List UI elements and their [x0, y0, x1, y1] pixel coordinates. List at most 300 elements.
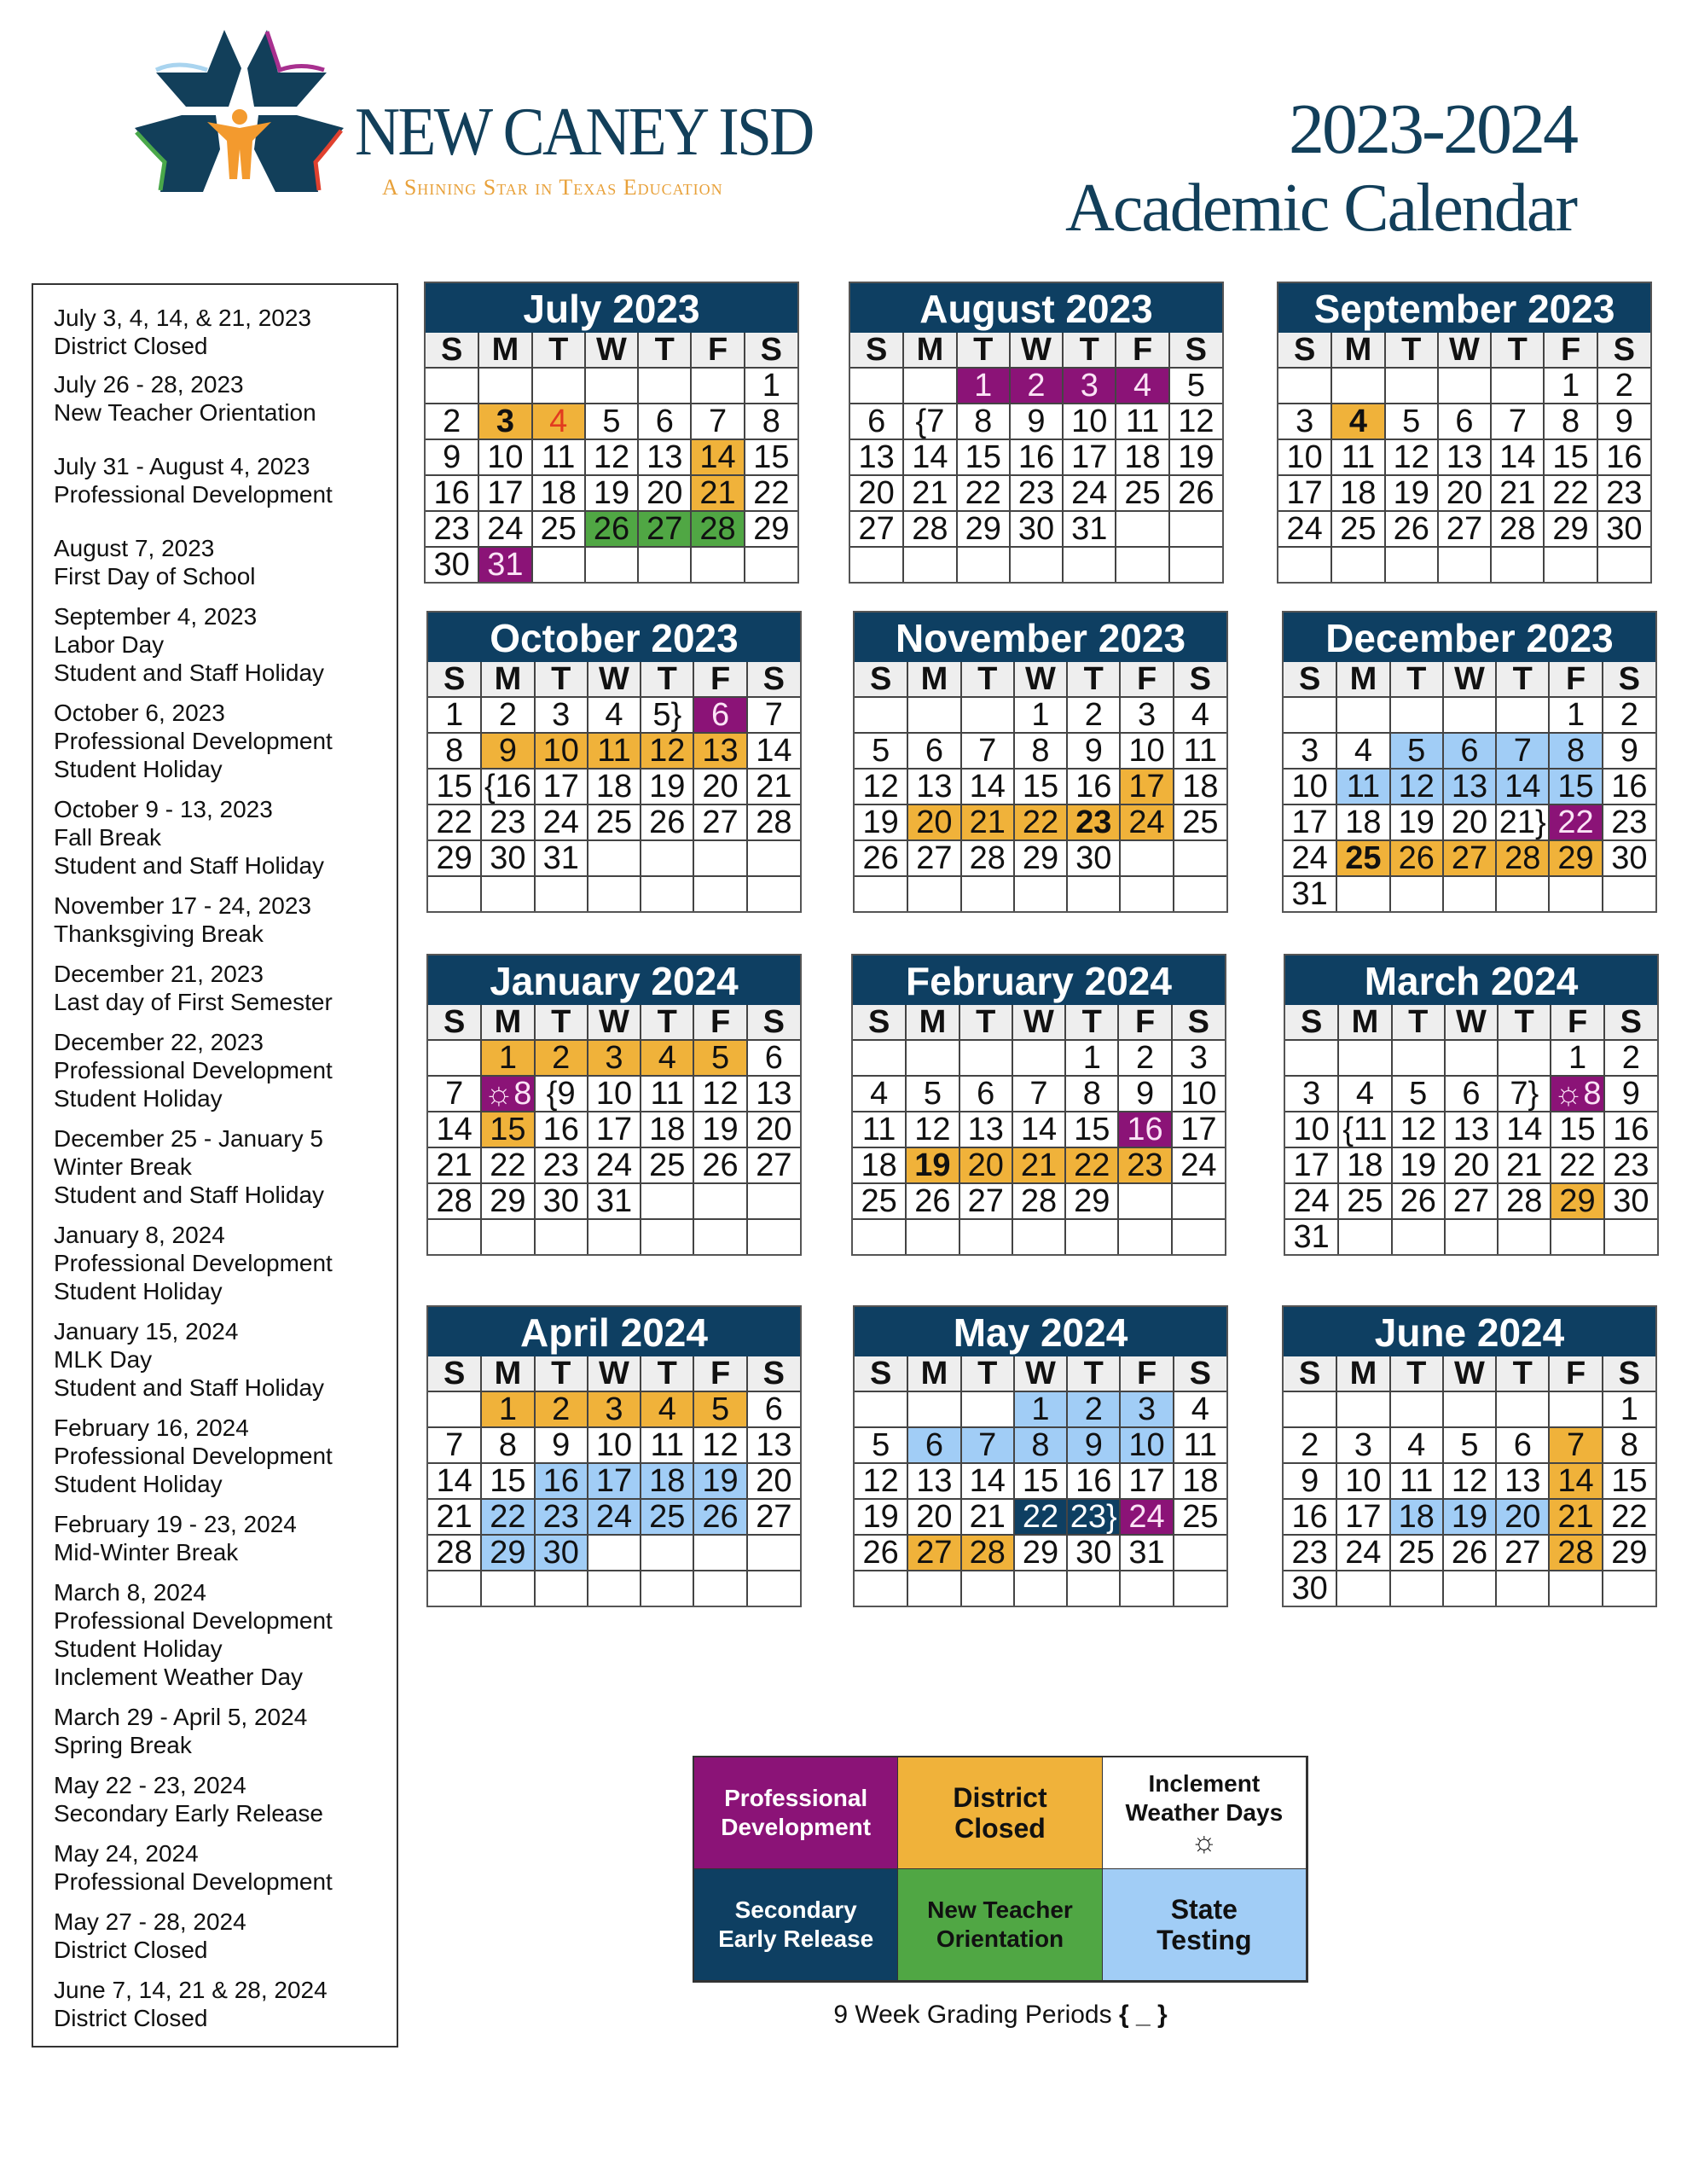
- day-cell: 23: [1284, 1535, 1336, 1571]
- empty-cell: [1445, 1219, 1498, 1254]
- day-cell: 25: [1390, 1535, 1443, 1571]
- empty-cell: [1443, 1571, 1496, 1606]
- event-description: Professional Development: [54, 1607, 333, 1634]
- day-cell: 4: [1338, 1076, 1391, 1112]
- day-cell: 14: [961, 1463, 1014, 1499]
- day-cell: 28: [1012, 1183, 1065, 1219]
- legend-label: Weather Days: [1125, 1799, 1284, 1826]
- empty-cell: [907, 697, 960, 733]
- event-description: Professional Development: [54, 1057, 333, 1083]
- month-calendar: [851, 954, 1226, 1256]
- empty-cell: [1338, 1219, 1391, 1254]
- day-cell: 21}: [1496, 804, 1549, 840]
- weekday-header: F: [1118, 1005, 1171, 1040]
- event-date: February 16, 2024: [54, 1414, 249, 1441]
- day-cell: 15: [1544, 439, 1597, 475]
- event-description: Student Holiday: [54, 1471, 223, 1497]
- empty-cell: [1498, 1040, 1551, 1076]
- legend-label: Orientation: [936, 1926, 1064, 1952]
- legend-label: Testing: [1157, 1925, 1252, 1955]
- weekday-header: T: [1390, 662, 1443, 697]
- empty-cell: [1443, 697, 1496, 733]
- day-cell: 18: [1336, 804, 1389, 840]
- title-main: Academic Calendar: [1064, 171, 1576, 246]
- day-cell: 20: [1496, 1499, 1549, 1535]
- day-cell: 28: [1549, 1535, 1602, 1571]
- day-cell: 18: [1338, 1147, 1391, 1183]
- day-cell: 20: [693, 769, 746, 804]
- event-description: District Closed: [54, 333, 208, 359]
- day-cell: 24: [1284, 840, 1336, 876]
- day-cell: 28: [747, 804, 800, 840]
- day-cell: 23: [1604, 1147, 1657, 1183]
- day-cell: 3: [588, 1391, 641, 1427]
- weekday-header: M: [481, 662, 534, 697]
- day-cell: 21: [1012, 1147, 1065, 1183]
- event-description: Student and Staff Holiday: [54, 1182, 325, 1208]
- day-cell: 27: [850, 511, 903, 547]
- day-cell: 12: [585, 439, 638, 475]
- day-cell: 1: [1014, 697, 1067, 733]
- month-title: July 2023: [426, 283, 797, 333]
- event-date: December 21, 2023: [54, 961, 264, 987]
- day-cell: 12: [641, 733, 693, 769]
- legend-label: Professional: [724, 1785, 868, 1811]
- day-cell: 21: [1549, 1499, 1602, 1535]
- legend-item-iw: [1103, 1757, 1307, 1869]
- day-cell: 22: [1014, 1499, 1067, 1535]
- day-cell: 30: [1067, 1535, 1120, 1571]
- empty-cell: [1603, 876, 1655, 911]
- empty-cell: [1385, 368, 1438, 404]
- day-cell: 16: [426, 475, 478, 511]
- day-cell: 18: [1116, 439, 1168, 475]
- empty-cell: [1443, 1391, 1496, 1427]
- day-cell: 26: [1392, 1183, 1445, 1219]
- empty-cell: [1392, 1040, 1445, 1076]
- weekday-header: M: [1336, 1356, 1389, 1391]
- empty-cell: [1498, 1219, 1551, 1254]
- event-entry: [54, 452, 397, 508]
- empty-cell: [1338, 1040, 1391, 1076]
- empty-cell: [1445, 1040, 1498, 1076]
- day-cell: 10: [1120, 1427, 1173, 1463]
- day-cell: 6: [1496, 1427, 1549, 1463]
- weekday-header: T: [535, 1005, 588, 1040]
- empty-cell: [1174, 1535, 1226, 1571]
- day-cell: 1: [745, 368, 797, 404]
- day-cell: 7: [961, 1427, 1014, 1463]
- day-cell: 26: [906, 1183, 959, 1219]
- day-cell: 13: [747, 1076, 800, 1112]
- day-cell: 10: [1336, 1463, 1389, 1499]
- weekday-header: S: [1172, 1005, 1225, 1040]
- day-cell: 5: [585, 404, 638, 439]
- event-description: District Closed: [54, 2005, 208, 2031]
- empty-cell: [1603, 1571, 1655, 1606]
- important-dates-panel: [32, 283, 398, 2048]
- empty-cell: [1336, 1571, 1389, 1606]
- day-cell: 19: [906, 1147, 959, 1183]
- day-cell: 9: [1118, 1076, 1171, 1112]
- month-title: November 2023: [855, 613, 1226, 662]
- day-cell: 5: [1392, 1076, 1445, 1112]
- day-cell: 14: [961, 769, 1014, 804]
- day-cell: 14: [903, 439, 956, 475]
- event-date: November 17 - 24, 2023: [54, 892, 311, 919]
- day-cell: 11: [1336, 769, 1389, 804]
- day-cell: 5: [855, 733, 907, 769]
- day-cell: 17: [1284, 804, 1336, 840]
- day-cell: 7: [691, 404, 744, 439]
- weekday-header: T: [957, 333, 1010, 368]
- weekday-header: W: [1445, 1005, 1498, 1040]
- day-cell: 18: [532, 475, 585, 511]
- event-description: Spring Break: [54, 1732, 192, 1758]
- day-cell: 29: [1014, 840, 1067, 876]
- empty-cell: [747, 876, 800, 911]
- day-cell: 31: [535, 840, 588, 876]
- event-description: Student Holiday: [54, 1278, 223, 1304]
- day-cell: 30: [1597, 511, 1650, 547]
- weekday-header: T: [1063, 333, 1116, 368]
- empty-cell: [1551, 1219, 1603, 1254]
- day-cell: 11: [1331, 439, 1384, 475]
- weekday-header: S: [745, 333, 797, 368]
- weekday-header: T: [535, 1356, 588, 1391]
- day-cell: 6: [959, 1076, 1012, 1112]
- empty-cell: [1172, 1219, 1225, 1254]
- day-cell: 9: [1597, 404, 1650, 439]
- month-title: October 2023: [428, 613, 800, 662]
- day-cell: 4: [1390, 1427, 1443, 1463]
- empty-cell: [588, 876, 641, 911]
- weekday-header: F: [1116, 333, 1168, 368]
- event-entry: [54, 534, 397, 590]
- day-cell: 9: [1010, 404, 1063, 439]
- empty-cell: [481, 1219, 534, 1254]
- weekday-header: F: [1120, 662, 1173, 697]
- day-cell: 7: [747, 697, 800, 733]
- day-cell: 27: [1445, 1183, 1498, 1219]
- empty-cell: [961, 1391, 1014, 1427]
- day-cell: 30: [1604, 1183, 1657, 1219]
- day-cell: 11: [1174, 733, 1226, 769]
- day-cell: 26: [1169, 475, 1222, 511]
- day-cell: 3: [588, 1040, 641, 1076]
- empty-cell: [907, 1571, 960, 1606]
- day-cell: 15: [1603, 1463, 1655, 1499]
- day-cell: 4: [1331, 404, 1384, 439]
- empty-cell: [1065, 1219, 1118, 1254]
- empty-cell: [961, 876, 1014, 911]
- day-cell: 24: [1278, 511, 1331, 547]
- day-cell: 23: [535, 1499, 588, 1535]
- weekday-header: T: [1067, 1356, 1120, 1391]
- day-cell: 30: [1284, 1571, 1336, 1606]
- day-cell: 27: [747, 1499, 800, 1535]
- day-cell: 6: [907, 1427, 960, 1463]
- weekday-header: S: [850, 333, 903, 368]
- weekday-header: M: [481, 1356, 534, 1391]
- day-cell: 21: [747, 769, 800, 804]
- day-cell: 6: [747, 1391, 800, 1427]
- day-cell: 17: [1120, 769, 1173, 804]
- day-cell: 27: [693, 804, 746, 840]
- day-cell: 3: [478, 404, 531, 439]
- legend-label: Early Release: [718, 1926, 874, 1952]
- star-logo-icon: [126, 21, 348, 200]
- day-cell: 2: [1284, 1427, 1336, 1463]
- day-cell: 26: [693, 1499, 746, 1535]
- empty-cell: [638, 368, 691, 404]
- empty-cell: [1285, 1040, 1338, 1076]
- day-cell: 3: [1063, 368, 1116, 404]
- legend-label: Secondary: [734, 1896, 857, 1923]
- day-cell: 17: [588, 1112, 641, 1147]
- day-cell: 21: [691, 475, 744, 511]
- day-cell: 28: [691, 511, 744, 547]
- day-cell: 6: [747, 1040, 800, 1076]
- empty-cell: [585, 368, 638, 404]
- month-calendar: [849, 282, 1224, 584]
- day-cell: 10: [1063, 404, 1116, 439]
- weekday-header: F: [1544, 333, 1597, 368]
- empty-cell: [855, 1391, 907, 1427]
- month-title: August 2023: [850, 283, 1222, 333]
- day-cell: 26: [693, 1147, 746, 1183]
- weekday-header: M: [1331, 333, 1384, 368]
- district-name: NEW CANEY ISD: [355, 95, 813, 170]
- event-entry: [54, 1414, 397, 1498]
- day-cell: 15: [1065, 1112, 1118, 1147]
- event-date: March 8, 2024: [54, 1579, 206, 1606]
- day-cell: 16: [535, 1112, 588, 1147]
- event-entry: [54, 795, 397, 880]
- day-cell: 15: [428, 769, 481, 804]
- day-cell: 27: [907, 840, 960, 876]
- day-cell: 1: [428, 697, 481, 733]
- weekday-header: W: [588, 1356, 641, 1391]
- event-entry: [54, 1578, 397, 1691]
- weekday-header: F: [691, 333, 744, 368]
- legend-item-st: [1103, 1869, 1307, 1981]
- day-cell: 5: [1385, 404, 1438, 439]
- day-cell: 25: [1116, 475, 1168, 511]
- weekday-header: T: [641, 1005, 693, 1040]
- day-cell: 18: [1390, 1499, 1443, 1535]
- day-cell: 23: [426, 511, 478, 547]
- weekday-header: M: [906, 1005, 959, 1040]
- day-cell: 25: [853, 1183, 906, 1219]
- day-cell: 6: [1438, 404, 1491, 439]
- day-cell: 1: [1549, 697, 1602, 733]
- day-cell: 19: [585, 475, 638, 511]
- month-title: February 2024: [853, 956, 1225, 1005]
- empty-cell: [1496, 697, 1549, 733]
- weekday-header: W: [1438, 333, 1491, 368]
- empty-cell: [855, 1571, 907, 1606]
- event-description: Student Holiday: [54, 1635, 223, 1662]
- day-cell: 8: [1544, 404, 1597, 439]
- day-cell: 8: [1014, 733, 1067, 769]
- weekday-header: M: [478, 333, 531, 368]
- weekday-header: W: [1014, 662, 1067, 697]
- day-cell: 17: [1172, 1112, 1225, 1147]
- day-cell: 15: [481, 1463, 534, 1499]
- day-cell: 3: [1285, 1076, 1338, 1112]
- day-cell: 17: [478, 475, 531, 511]
- weekday-header: T: [961, 662, 1014, 697]
- day-cell: 1: [481, 1391, 534, 1427]
- empty-cell: [747, 1571, 800, 1606]
- day-cell: 9: [481, 733, 534, 769]
- day-cell: 4: [588, 697, 641, 733]
- day-cell: 6: [850, 404, 903, 439]
- day-cell: 1: [1014, 1391, 1067, 1427]
- day-cell: 7}: [1498, 1076, 1551, 1112]
- day-cell: 8: [1065, 1076, 1118, 1112]
- day-cell: 5: [1443, 1427, 1496, 1463]
- empty-cell: [1597, 547, 1650, 582]
- day-cell: 9: [1603, 733, 1655, 769]
- day-cell: 15: [1549, 769, 1602, 804]
- weekday-header: W: [1443, 662, 1496, 697]
- event-date: July 31 - August 4, 2023: [54, 453, 310, 479]
- district-logo: [126, 21, 843, 200]
- day-cell: 4: [1174, 697, 1226, 733]
- empty-cell: [426, 368, 478, 404]
- event-description: Winter Break: [54, 1153, 192, 1180]
- day-cell: 22: [745, 475, 797, 511]
- day-cell: 8: [481, 1427, 534, 1463]
- empty-cell: [693, 876, 746, 911]
- day-cell: 2: [481, 697, 534, 733]
- day-cell: 22: [957, 475, 1010, 511]
- event-description: Professional Development: [54, 1868, 333, 1895]
- weekday-header: W: [588, 662, 641, 697]
- weekday-header: M: [1336, 662, 1389, 697]
- day-cell: 18: [1331, 475, 1384, 511]
- event-entry: [54, 1510, 397, 1566]
- day-cell: 22: [1065, 1147, 1118, 1183]
- day-cell: 17: [535, 769, 588, 804]
- empty-cell: [907, 876, 960, 911]
- weekday-header: S: [1169, 333, 1222, 368]
- empty-cell: [641, 1183, 693, 1219]
- day-cell: 25: [1338, 1183, 1391, 1219]
- empty-cell: [1392, 1219, 1445, 1254]
- legend-item-ser: [694, 1869, 898, 1981]
- weekday-header: T: [961, 1356, 1014, 1391]
- day-cell: 20: [747, 1112, 800, 1147]
- day-cell: 25: [532, 511, 585, 547]
- day-cell: 13: [693, 733, 746, 769]
- event-description: Student and Staff Holiday: [54, 659, 325, 686]
- event-description: New Teacher Orientation: [54, 399, 316, 426]
- day-cell: 4: [1174, 1391, 1226, 1427]
- day-cell: 22: [428, 804, 481, 840]
- event-description: Professional Development: [54, 728, 333, 754]
- month-title: January 2024: [428, 956, 800, 1005]
- weekday-header: F: [693, 662, 746, 697]
- weekday-header: T: [1392, 1005, 1445, 1040]
- event-date: July 3, 4, 14, & 21, 2023: [54, 305, 311, 331]
- day-cell: 13: [850, 439, 903, 475]
- legend-label: State: [1170, 1894, 1238, 1925]
- day-cell: 24: [1172, 1147, 1225, 1183]
- empty-cell: [855, 876, 907, 911]
- day-cell: 23: [535, 1147, 588, 1183]
- empty-cell: [959, 1040, 1012, 1076]
- empty-cell: [1390, 697, 1443, 733]
- day-cell: 2: [535, 1040, 588, 1076]
- day-cell: 23: [1597, 475, 1650, 511]
- empty-cell: [585, 547, 638, 582]
- day-cell: 18: [1174, 1463, 1226, 1499]
- day-cell: 28: [1498, 1183, 1551, 1219]
- day-cell: 31: [1120, 1535, 1173, 1571]
- day-cell: 8: [745, 404, 797, 439]
- empty-cell: [1014, 876, 1067, 911]
- day-cell: 7: [1012, 1076, 1065, 1112]
- event-entry: [54, 1317, 397, 1402]
- empty-cell: [855, 697, 907, 733]
- month-calendar: [1284, 954, 1659, 1256]
- day-cell: 19: [641, 769, 693, 804]
- day-cell: 6: [638, 404, 691, 439]
- event-description: First Day of School: [54, 563, 256, 590]
- day-cell: 27: [747, 1147, 800, 1183]
- day-cell: 25: [1336, 840, 1389, 876]
- empty-cell: [641, 1535, 693, 1571]
- empty-cell: [906, 1219, 959, 1254]
- legend-item-nt: [898, 1869, 1102, 1981]
- empty-cell: [588, 1535, 641, 1571]
- day-cell: 26: [1443, 1535, 1496, 1571]
- empty-cell: [1390, 1391, 1443, 1427]
- day-cell: 20: [959, 1147, 1012, 1183]
- day-cell: 21: [1498, 1147, 1551, 1183]
- day-cell: 4: [532, 404, 585, 439]
- day-cell: 18: [853, 1147, 906, 1183]
- empty-cell: [1169, 511, 1222, 547]
- event-date: December 22, 2023: [54, 1029, 264, 1055]
- weekday-header: S: [747, 1005, 800, 1040]
- day-cell: 10: [1172, 1076, 1225, 1112]
- day-cell: 13: [907, 1463, 960, 1499]
- empty-cell: [641, 1219, 693, 1254]
- event-date: May 22 - 23, 2024: [54, 1772, 246, 1798]
- weekday-header: S: [1603, 662, 1655, 697]
- event-description: Thanksgiving Break: [54, 921, 264, 947]
- day-cell: 30: [1010, 511, 1063, 547]
- empty-cell: [1549, 1571, 1602, 1606]
- event-date: October 6, 2023: [54, 700, 225, 726]
- day-cell: 19: [693, 1112, 746, 1147]
- month-calendar: [853, 611, 1228, 913]
- day-cell: 25: [1174, 804, 1226, 840]
- empty-cell: [1278, 547, 1331, 582]
- empty-cell: [1549, 876, 1602, 911]
- empty-cell: [1116, 547, 1168, 582]
- day-cell: 10: [535, 733, 588, 769]
- page-title: [1064, 90, 1576, 246]
- day-cell: 30: [481, 840, 534, 876]
- day-cell: 9: [1067, 733, 1120, 769]
- event-date: October 9 - 13, 2023: [54, 796, 273, 822]
- day-cell: 15: [745, 439, 797, 475]
